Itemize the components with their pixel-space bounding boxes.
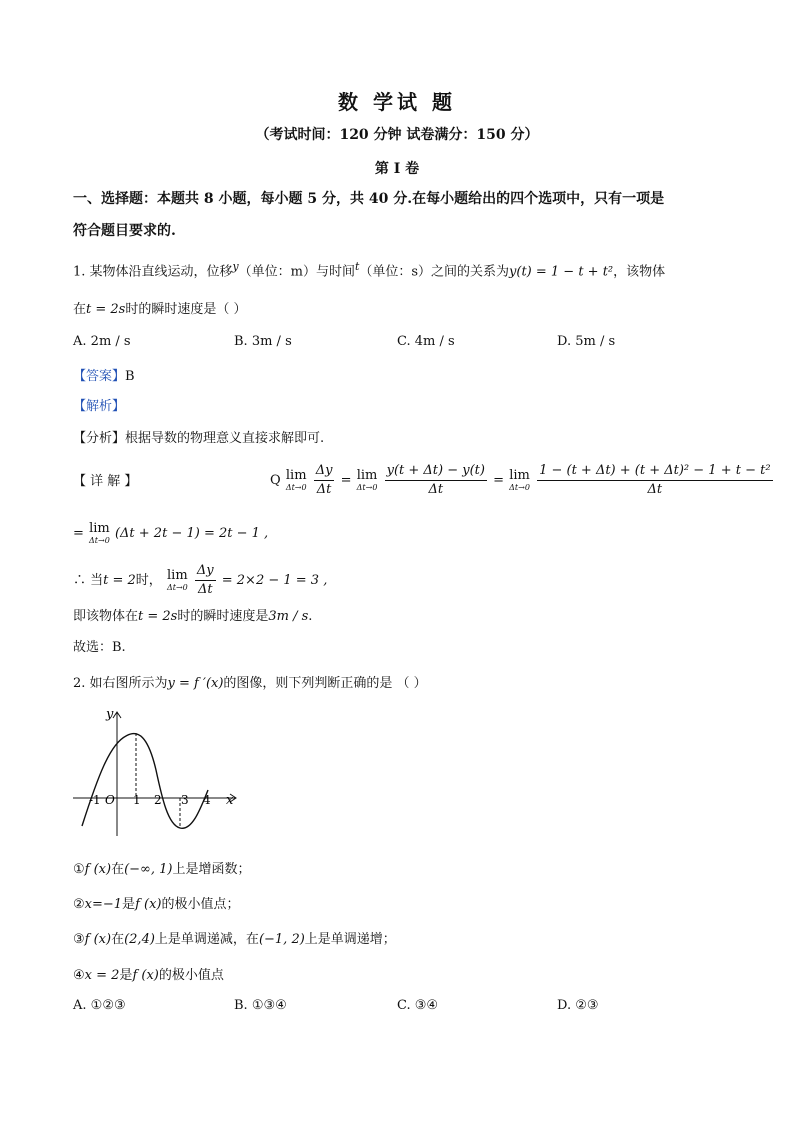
tick-minus-one: -1	[89, 793, 101, 807]
statement-4: ④x = 2是f (x)的极小值点	[73, 968, 224, 983]
q1-text-f: 时的瞬时速度是（ ）	[125, 302, 247, 317]
analysis-text: 【分析】根据导数的物理意义直接求解即可.	[73, 431, 325, 446]
y-label: y	[106, 707, 114, 722]
q1-option-d[interactable]: D. 5m / s	[557, 334, 616, 349]
answer-tag: 【答案】	[73, 369, 126, 384]
q1-option-c[interactable]: C. 4m / s	[397, 334, 455, 349]
q1-text-d: ，该物体	[613, 264, 666, 280]
q1-text-a: 1. 某物体沿直线运动，位移	[73, 264, 233, 280]
tick-four: 4	[203, 793, 211, 807]
q2-option-a[interactable]: A. ①②③	[73, 998, 126, 1013]
page-title: 数 学试 题	[338, 90, 456, 114]
derivative-curve	[82, 734, 208, 829]
q1-text-e: 在	[73, 302, 87, 317]
statement-1: ①f (x)在(−∞, 1)上是增函数；	[73, 862, 251, 877]
q1-option-a[interactable]: A. 2m / s	[73, 334, 131, 349]
tick-one: 1	[133, 793, 141, 807]
section-heading-line1: 一、选择题：本题共 8 小题，每小题 5 分，共 40 分.在每小题给出的四个选项中，只有一项是	[73, 191, 665, 207]
q2-option-c[interactable]: C. ③④	[397, 998, 439, 1013]
detail-equation-2: = lim Δt→0 (Δt + 2t − 1) = 2t − 1 ,	[73, 521, 269, 545]
q1-stem-line2	[73, 298, 246, 317]
detail-choose: 故选：B.	[73, 640, 126, 655]
q1-t-value: t = 2s	[86, 302, 126, 317]
tick-two: 2	[154, 793, 162, 807]
q1-option-b[interactable]: B. 3m / s	[234, 334, 292, 349]
q2-option-b[interactable]: B. ①③④	[234, 998, 287, 1013]
tick-three: 3	[181, 793, 189, 807]
exam-info: （考试时间：120 分钟 试卷满分：150 分）	[255, 127, 539, 143]
q2-option-d[interactable]: D. ②③	[557, 998, 599, 1013]
analysis-tag: 【解析】	[73, 399, 126, 414]
x-label: x	[226, 793, 234, 808]
q1-relation: y(t) = 1 − t + t²	[509, 264, 614, 280]
detail-tag: 【 详 解 】	[73, 474, 138, 489]
var-y: y	[232, 260, 239, 273]
q1-stem-line1	[73, 260, 665, 279]
q1-answer	[73, 365, 135, 384]
q1-text-c: （单位：s）之间的关系为	[359, 264, 510, 280]
origin-label: O	[105, 793, 115, 807]
section-heading-line2: 符合题目要求的.	[73, 223, 176, 239]
answer-value: B	[125, 369, 135, 384]
detail-conclusion: 即该物体在t = 2s时的瞬时速度是3m / s.	[73, 609, 313, 624]
q2-stem: 2. 如右图所示为y = f ′(x)的图像，则下列判断正确的是 （ ）	[73, 676, 427, 691]
statement-3: ③f (x)在(2,4)上是单调递减，在(−1, 2)上是单调递增；	[73, 932, 396, 947]
derivative-graph	[70, 700, 250, 840]
q1-text-b: （单位：m）与时间	[238, 264, 355, 280]
detail-equation-3: ∴ 当t = 2时， lim Δt→0 $\frac{\Delta y}{\Delta t}$ = 2×2 − 1 = 3 ,	[73, 563, 328, 597]
var-t: t	[355, 260, 360, 273]
volume-label: 第 I 卷	[374, 161, 420, 177]
statement-2: ②x=−1是f (x)的极小值点；	[73, 897, 240, 912]
detail-equation-1: Q lim Δt→0 $\frac{\Delta y}{\Delta t}$ = lim Δt→0 $\frac{y(t + \Delta t) - y(t)}{\Delta t}$ = lim Δt→0 $\frac{\text{1 − (t + Δt) + (t + Δt)² − 1 + t − t²}}{\Delta t}$	[270, 463, 771, 497]
